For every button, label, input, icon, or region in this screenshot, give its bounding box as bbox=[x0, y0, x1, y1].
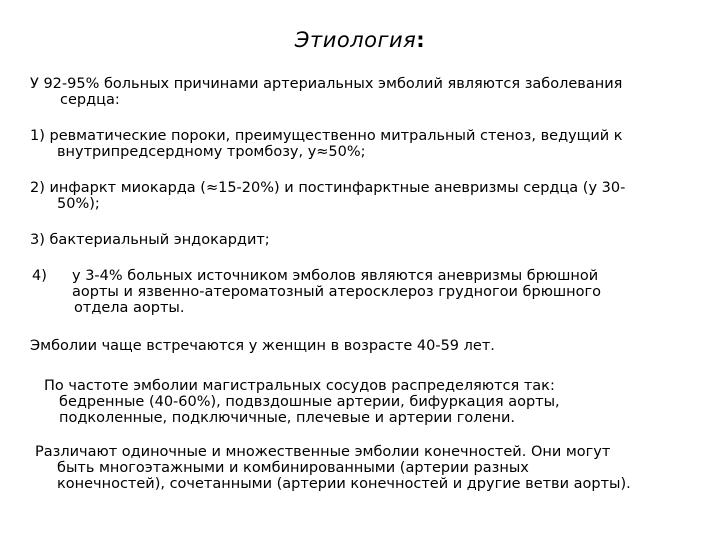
frequency-line-1: По частоте эмболии магистральных сосудов распределяются так: bbox=[44, 378, 555, 394]
types-line-3: конечностей), сочетанными (артерии конечностей и другие ветви аорты). bbox=[57, 476, 631, 492]
intro-paragraph bbox=[30, 76, 622, 108]
types-paragraph bbox=[35, 444, 631, 492]
item-2-line-2: 50%); bbox=[57, 196, 100, 212]
item-4-line-3: отдела аорты. bbox=[74, 300, 185, 316]
list-item-3 bbox=[30, 232, 270, 248]
list-item-1 bbox=[30, 128, 623, 160]
title-colon: : bbox=[416, 28, 426, 52]
slide-title bbox=[0, 28, 720, 52]
intro-line-2: сердца: bbox=[60, 92, 120, 108]
item-4-line-1: у 3-4% больных источником эмболов являются аневризмы брюшной bbox=[72, 268, 599, 284]
list-item-2 bbox=[30, 180, 625, 212]
intro-line-1: У 92-95% больных причинами артериальных эмболий являются заболевания bbox=[30, 76, 623, 92]
item-4-number: 4) bbox=[32, 268, 47, 284]
women-paragraph bbox=[30, 338, 495, 354]
frequency-paragraph bbox=[44, 378, 560, 426]
item-4-line-2: аорты и язвенно-атероматозный атеросклероз грудногои брюшного bbox=[72, 284, 602, 300]
item-2-line-1: 2) инфаркт миокарда (≈15-20%) и постинфарктные аневризмы сердца (у 30- bbox=[30, 180, 626, 196]
women-line-1: Эмболии чаще встречаются у женщин в возрасте 40-59 лет. bbox=[30, 338, 495, 354]
types-line-2: быть многоэтажными и комбинированными (артерии разных bbox=[57, 460, 529, 476]
item-3-line-1: 3) бактериальный эндокардит; bbox=[30, 232, 270, 248]
frequency-line-3: подколенные, подключичные, плечевые и артерии голени. bbox=[59, 410, 515, 426]
item-1-line-2: внутрипредсердному тромбозу, у≈50%; bbox=[57, 144, 366, 160]
item-1-line-1: 1) ревматические пороки, преимущественно митральный стеноз, ведущий к bbox=[30, 128, 623, 144]
list-item-4 bbox=[72, 268, 601, 316]
frequency-line-2: бедренные (40-60%), подвздошные артерии, бифуркация аорты, bbox=[59, 394, 560, 410]
title-text: Этиология bbox=[294, 28, 417, 52]
types-line-1: Различают одиночные и множественные эмболии конечностей. Они могут bbox=[35, 444, 611, 460]
